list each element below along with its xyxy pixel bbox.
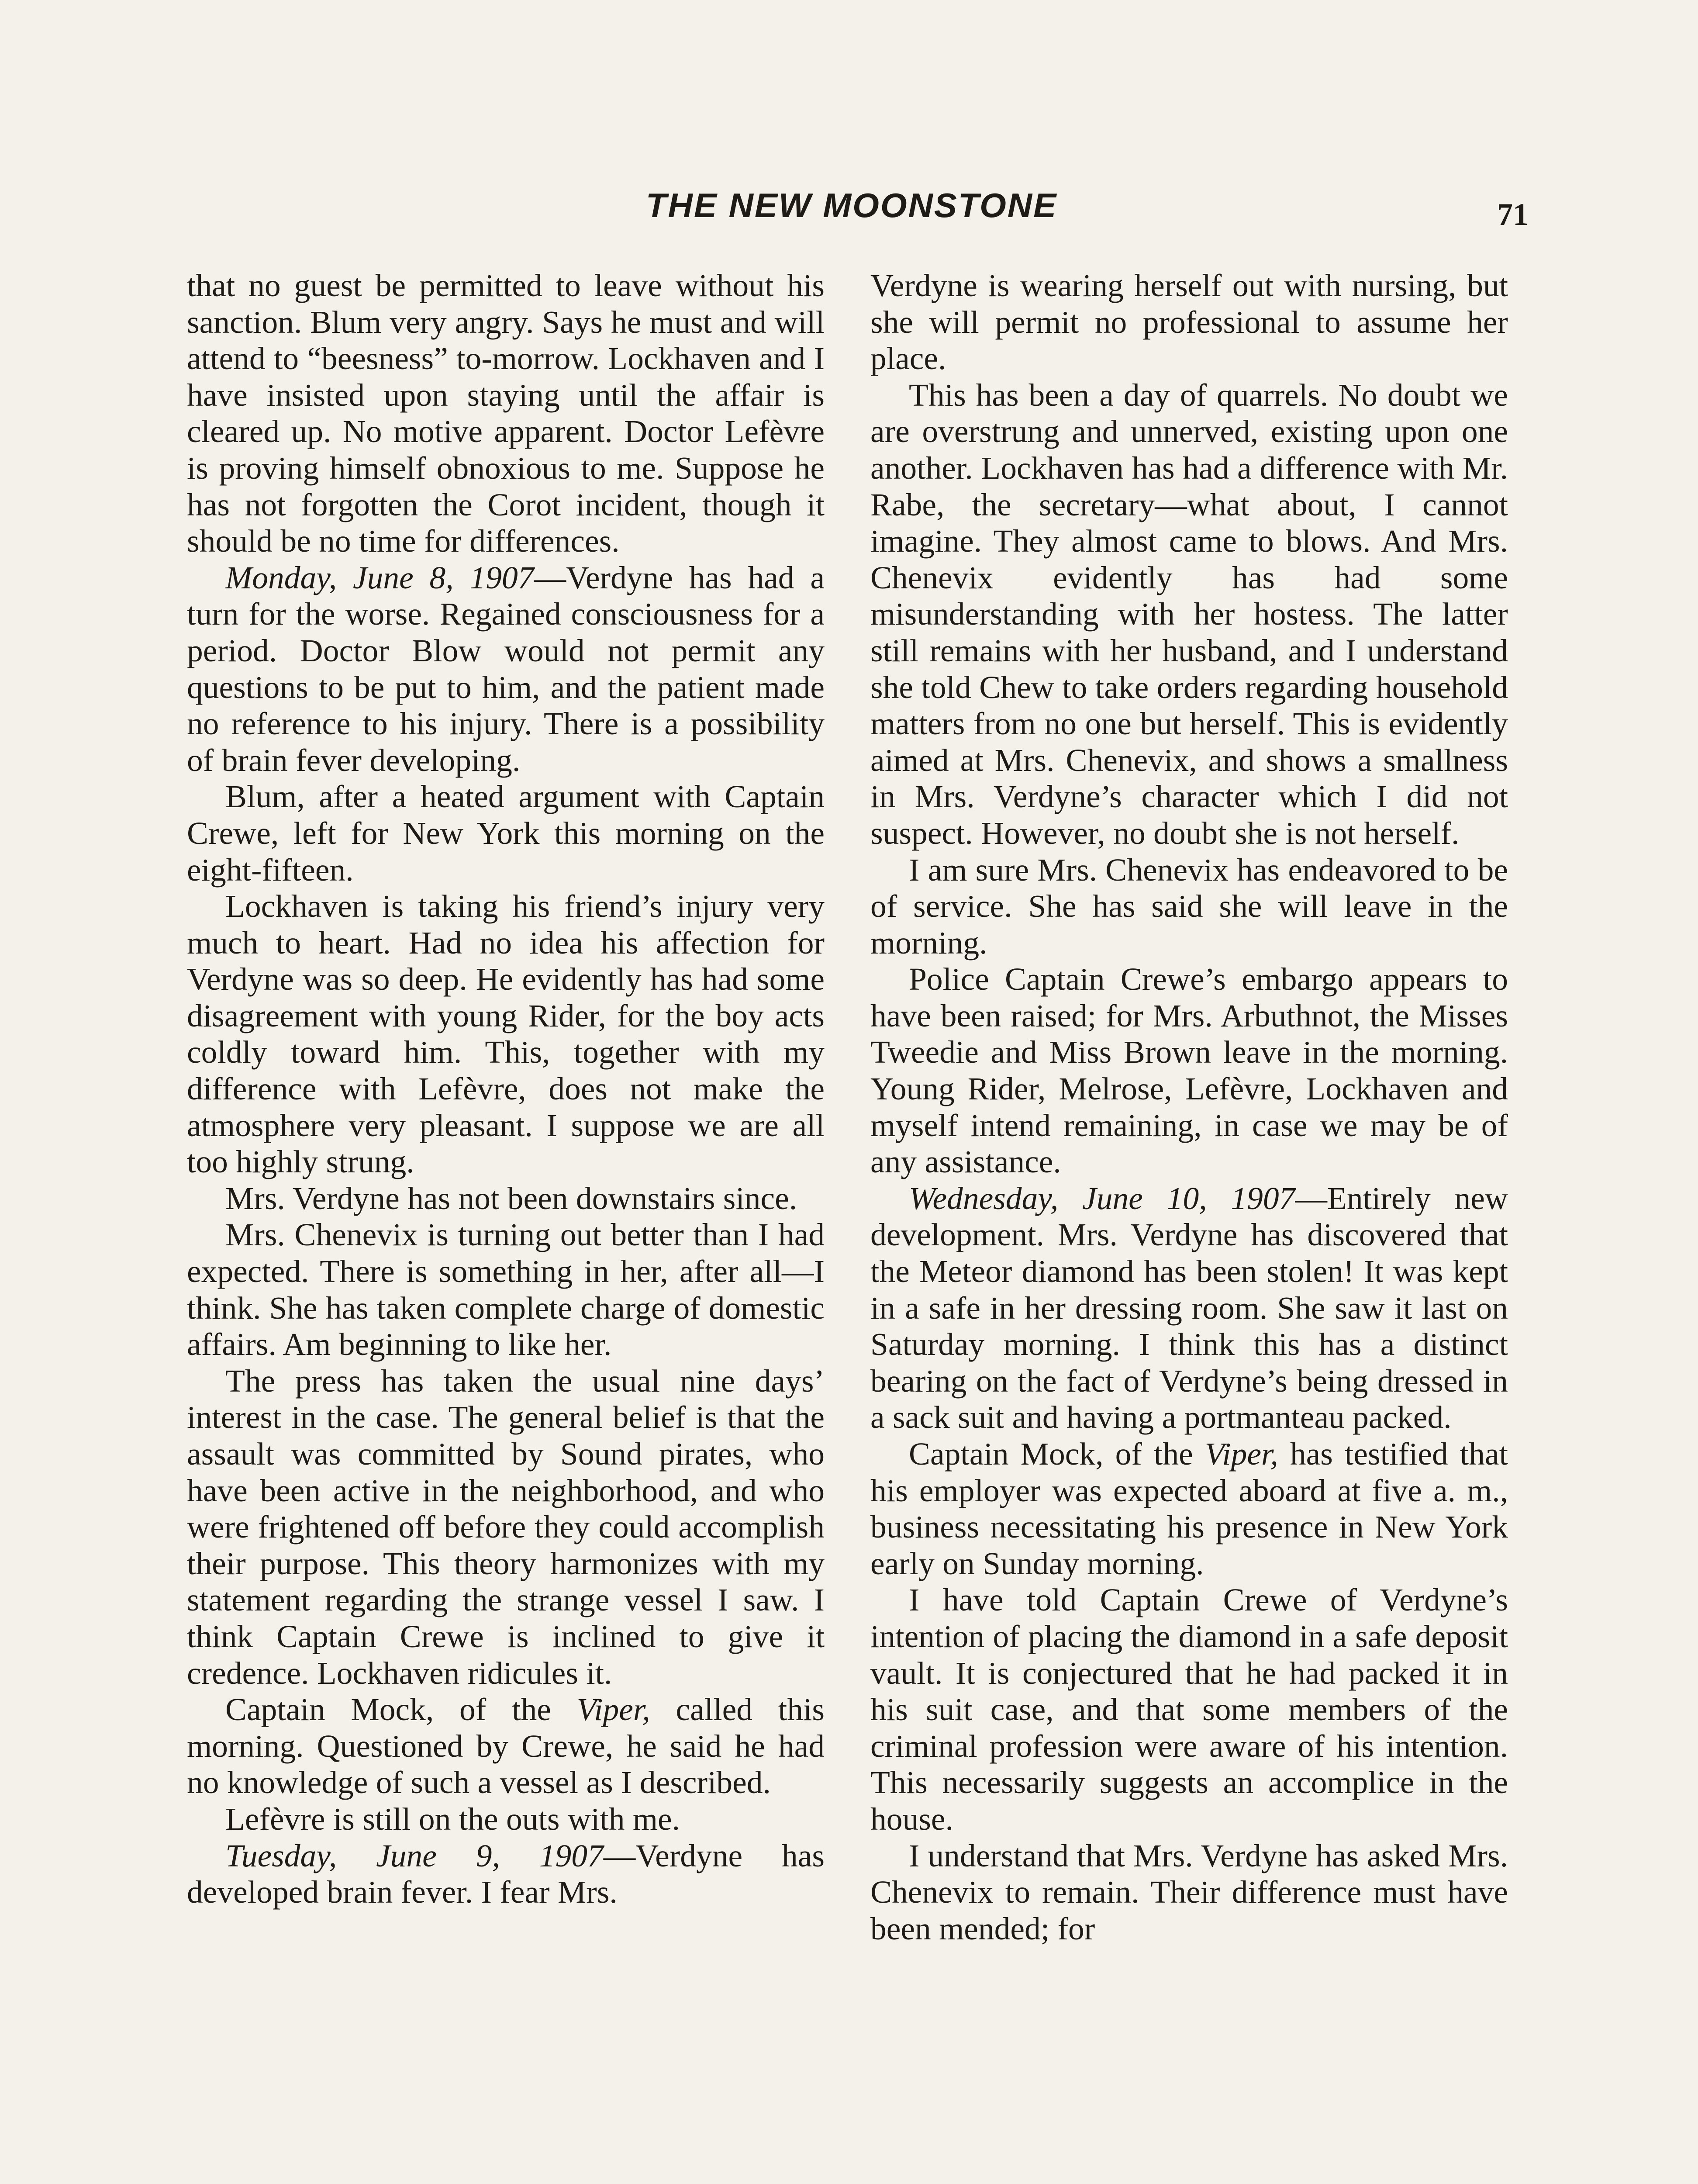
paragraph-text: This has been a day of quarrels. No doubt we are overstrung and unnerved, existing upon one another. Lockhaven has had a difference with Mr. Rabe, the secretary—what about, I cannot imagine. They almost came to blows. And Mrs. Chenevix evidently has had some misunderstanding with her hostess. The latter still remains with her husband, and I understand she told Chew to take orders regarding household matters from no one but herself. This is evidently aimed at Mrs. Chenevix, and shows a smallness in Mrs. Verdyne’s character which I did not suspect. However, no doubt she is not herself. [870, 377, 1508, 851]
paragraph [870, 267, 1508, 377]
paragraph [187, 1180, 825, 1217]
paragraph [187, 1363, 825, 1691]
paragraph-text: I have told Captain Crewe of Verdyne’s intention of placing the diamond in a safe deposit vault. It is conjectured that he had packed it in his suit case, and that some members of the criminal profession were aware of his intention. This necessarily suggests an accomplice in the house. [870, 1582, 1508, 1837]
paragraph-text: Lockhaven is taking his friend’s injury very much to heart. Had no idea his affection for Verdyne was so deep. He evidently has had some disagreement with young Rider, for the boy acts coldly toward him. This, together with my difference with Lefèvre, does not make the atmosphere very pleasant. I suppose we are all too highly strung. [187, 888, 825, 1180]
ship-name: Viper, [1204, 1436, 1278, 1472]
page-number: 71 [1497, 197, 1529, 232]
paragraph-text: The press has taken the usual nine days’ interest in the case. The general belief is that the assault was committed by Sound pirates, who have been active in the neighborhood, and who were frightened off before they could accomplish their purpose. This theory harmonizes with my statement regarding the strange vessel I saw. I think Captain Crewe is inclined to give it credence. Lockhaven ridicules it. [187, 1363, 825, 1691]
paragraph [187, 1691, 825, 1801]
paragraph [870, 1582, 1508, 1837]
paragraph-text: —Verdyne has developed brain fever. I fear Mrs. [187, 1838, 825, 1910]
paragraph [870, 852, 1508, 961]
paragraph-text: —Verdyne has had a turn for the worse. Regained consciousness for a period. Doctor Blow would not permit any questions to be put to him, and the patient made no reference to his injury. There is a possibility of brain fever developing. [187, 560, 825, 778]
paragraph [187, 1216, 825, 1362]
paragraph [187, 1801, 825, 1838]
diary-entry [187, 1838, 825, 1911]
paragraph-text: Captain Mock, of the [225, 1692, 577, 1728]
diary-entry [870, 1180, 1508, 1436]
diary-entry [187, 560, 825, 779]
paragraph-text: that no guest be permitted to leave without his sanction. Blum very angry. Says he must and will attend to “beesness” to-morrow. Lockhaven and I have insisted upon staying until the affair is cleared up. No motive apparent. Doctor Lefèvre is proving himself obnoxious to me. Suppose he has not forgotten the Corot incident, though it should be no time for differences. [187, 268, 825, 559]
paragraph-text: Police Captain Crewe’s embargo appears to have been raised; for Mrs. Arbuthnot, the Misses Tweedie and Miss Brown leave in the morning. Young Rider, Melrose, Lefèvre, Lockhaven and myself intend remaining, in case we may be of any assistance. [870, 961, 1508, 1180]
paragraph-text: Mrs. Verdyne has not been downstairs since. [225, 1180, 797, 1216]
paragraph [870, 377, 1508, 852]
paragraph [187, 888, 825, 1180]
entry-date: Tuesday, June 9, 1907 [225, 1838, 604, 1873]
paragraph-text: Blum, after a heated argument with Captain Crewe, left for New York this morning on the eight-fifteen. [187, 779, 825, 888]
paragraph-text: has testified that his employer was expected aboard at five a. m., business necessitating his presence in New York early on Sunday morning. [870, 1436, 1508, 1581]
paragraph-text: Verdyne is wearing herself out with nursing, but she will permit no professional to assume her place. [870, 268, 1508, 377]
paragraph [187, 267, 825, 560]
paragraph-text: Lefèvre is still on the outs with me. [225, 1801, 680, 1837]
paragraph-text: Mrs. Chenevix is turning out better than I had expected. There is something in her, after all—I think. She has taken complete charge of domestic affairs. Am beginning to like her. [187, 1217, 825, 1362]
paragraph-text: Captain Mock, of the [909, 1436, 1205, 1472]
left-column [187, 267, 825, 1911]
right-column [870, 267, 1508, 1947]
running-title: THE NEW MOONSTONE [645, 186, 1058, 225]
paragraph-text: —Entirely new development. Mrs. Verdyne has discovered that the Meteor diamond has been stolen! It was kept in a safe in her dressing room. She saw it last on Saturday morning. I think this has a distinct bearing on the fact of Verdyne’s being dressed in a sack suit and having a portmanteau packed. [870, 1180, 1508, 1435]
paragraph [187, 778, 825, 888]
entry-date: Wednesday, June 10, 1907 [909, 1180, 1295, 1216]
paragraph-text: called this morning. Questioned by Crewe, he said he had no knowledge of such a vessel as I described. [187, 1692, 825, 1800]
ship-name: Viper, [576, 1692, 650, 1728]
paragraph [870, 1436, 1508, 1582]
paragraph-text: I am sure Mrs. Chenevix has endeavored to be of service. She has said she will leave in the morning. [870, 852, 1508, 961]
paragraph-text: I understand that Mrs. Verdyne has asked Mrs. Chenevix to remain. Their difference must have been mended; for [870, 1838, 1508, 1946]
paragraph [870, 961, 1508, 1180]
entry-date: Monday, June 8, 1907 [225, 560, 534, 595]
paragraph [870, 1838, 1508, 1947]
